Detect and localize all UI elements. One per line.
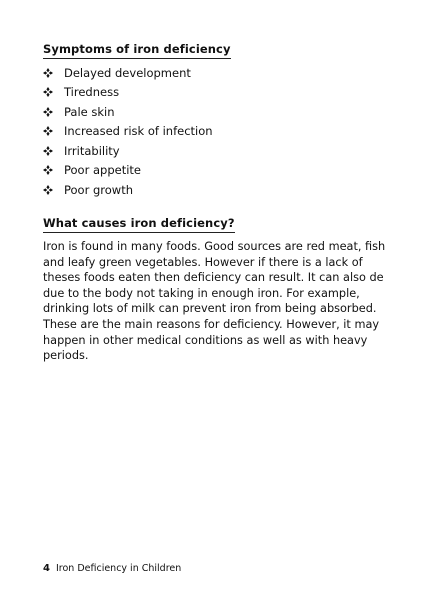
- causes-heading: What causes iron deficiency?: [43, 216, 235, 233]
- symptom-label: Increased risk of infection: [64, 124, 213, 139]
- symptom-label: Poor growth: [64, 182, 133, 197]
- symptom-label: Tiredness: [64, 85, 120, 100]
- diamond-bullet-icon: [43, 146, 53, 156]
- symptom-label: Delayed development: [64, 65, 191, 80]
- page-footer: [43, 563, 181, 574]
- symptom-item: [43, 122, 213, 142]
- symptom-label: Poor appetite: [64, 163, 141, 178]
- diamond-bullet-icon: [43, 68, 53, 78]
- diamond-bullet-icon: [43, 87, 53, 97]
- symptom-item: [43, 141, 213, 161]
- footer-title: Iron Deficiency in Children: [55, 563, 182, 574]
- symptom-label: Pale skin: [64, 104, 115, 119]
- causes-paragraph: Iron is found in many foods. Good sources are red meat, fish and leafy green vegetables. However if there is a lack of theses foods eaten then deficiency can result. It can also de due to the body not taking in enough iron. For example, drinking lots of milk can prevent iron from being absorbed. These are the main reasons for deficiency. However, it may happen in other medical conditions as well as with heavy periods.: [43, 240, 386, 363]
- symptom-label: Irritability: [64, 143, 120, 158]
- diamond-bullet-icon: [43, 185, 53, 195]
- symptom-item: [43, 102, 213, 122]
- symptom-item: [43, 83, 213, 103]
- diamond-bullet-icon: [43, 107, 53, 117]
- symptoms-heading: Symptoms of iron deficiency: [43, 42, 231, 59]
- diamond-bullet-icon: [43, 165, 53, 175]
- symptom-item: [43, 63, 213, 83]
- page-number: 4: [43, 563, 50, 574]
- diamond-bullet-icon: [43, 126, 53, 136]
- symptom-item: [43, 180, 213, 200]
- symptom-item: [43, 161, 213, 181]
- symptoms-list: [43, 63, 213, 200]
